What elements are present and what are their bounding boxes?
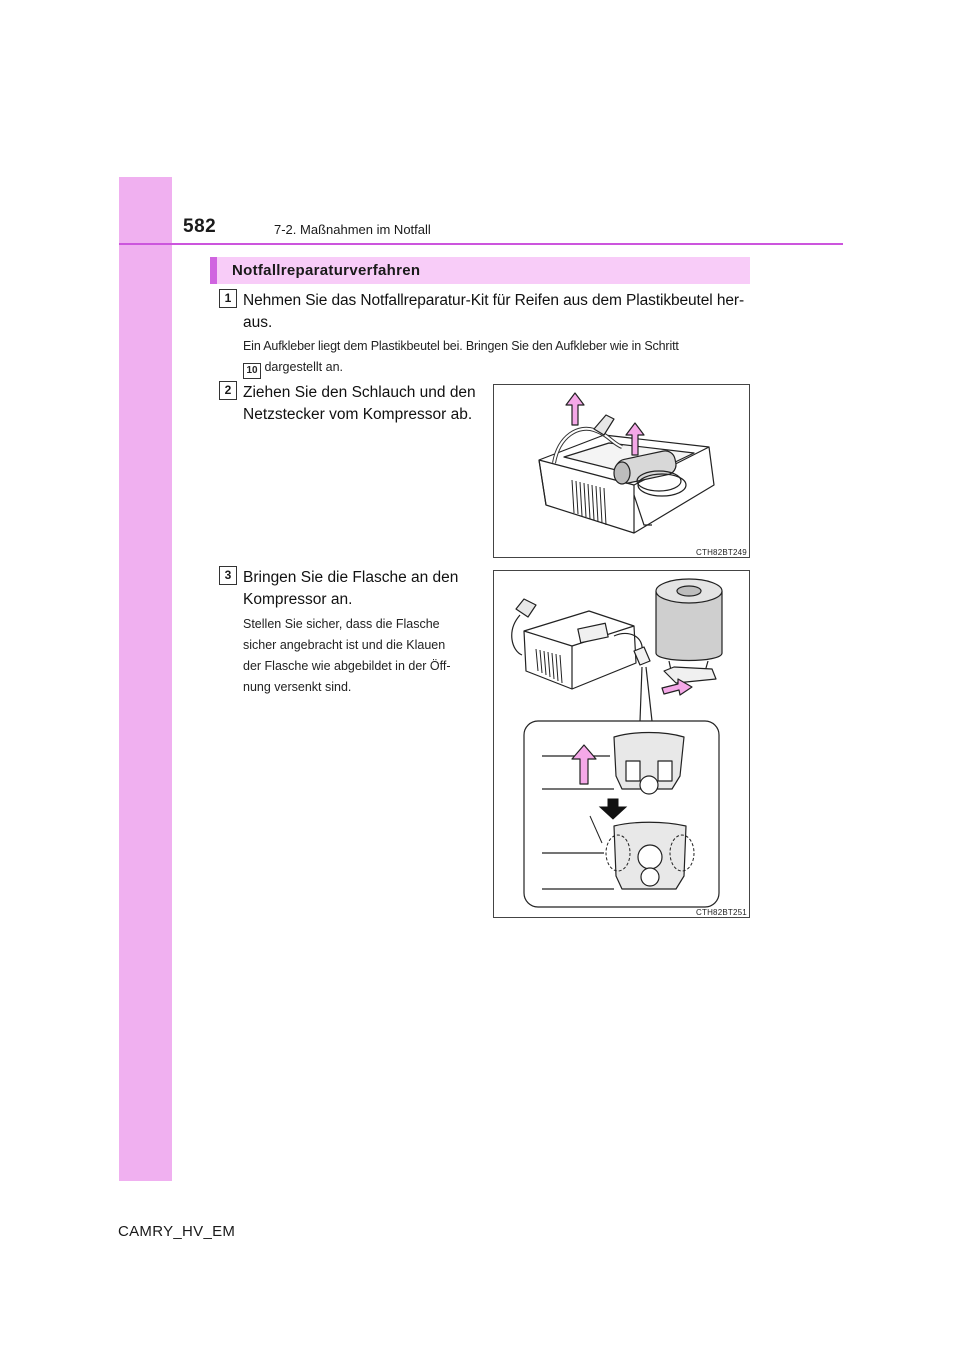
procedure-heading — [210, 257, 750, 284]
step-1-number: 1 — [219, 289, 237, 308]
step-1-note — [243, 336, 753, 379]
step-1-text-line2: aus. — [243, 314, 273, 331]
procedure-heading-text: Notfallreparaturverfahren — [232, 262, 421, 279]
header-rule — [119, 243, 843, 245]
step-3-note-line1: Stellen Sie sicher, dass die Flasche — [243, 617, 440, 631]
step-3-note-line4: nung versenkt sind. — [243, 680, 352, 694]
step-1-note-line2: dargestellt an. — [264, 360, 344, 374]
step-1-text-line1: Nehmen Sie das Notfallreparatur-Kit für Reifen aus dem Plastikbeutel her- — [243, 292, 744, 309]
step-1-text — [243, 290, 753, 334]
step-3-text — [243, 567, 483, 611]
compressor-drawing — [494, 385, 751, 559]
compressor-illustration — [493, 384, 750, 558]
step-2-number: 2 — [219, 381, 237, 400]
bottle-attach-illustration — [493, 570, 750, 918]
step-3-number: 3 — [219, 566, 237, 585]
step-3-note-line2: sicher angebracht ist und die Klauen — [243, 638, 446, 652]
image-code: CTH82BT251 — [696, 908, 747, 917]
image-code: CTH82BT249 — [696, 548, 747, 557]
step-3-note-line3: der Flasche wie abgebildet in der Öff- — [243, 659, 451, 673]
step-2-text — [243, 382, 483, 426]
bottle-attach-drawing — [494, 571, 751, 919]
step-1-note-line1: Ein Aufkleber liegt dem Plastikbeutel bei. Bringen Sie den Aufkleber wie in Schritt — [243, 339, 679, 353]
side-tab-bar — [119, 177, 172, 1181]
step-3-text-line1: Bringen Sie die Flasche an den — [243, 569, 459, 586]
page-number: 582 — [183, 216, 217, 237]
step-2-text-line2: Netzstecker vom Kompressor ab. — [243, 406, 473, 423]
step-2-text-line1: Ziehen Sie den Schlauch und den — [243, 384, 476, 401]
section-title: 7-2. Maßnahmen im Notfall — [274, 222, 431, 237]
step-3-note — [243, 614, 488, 698]
step-10-reference[interactable]: 10 — [243, 363, 261, 379]
model-code: CAMRY_HV_EM — [118, 1223, 236, 1240]
step-3-text-line2: Kompressor an. — [243, 591, 353, 608]
